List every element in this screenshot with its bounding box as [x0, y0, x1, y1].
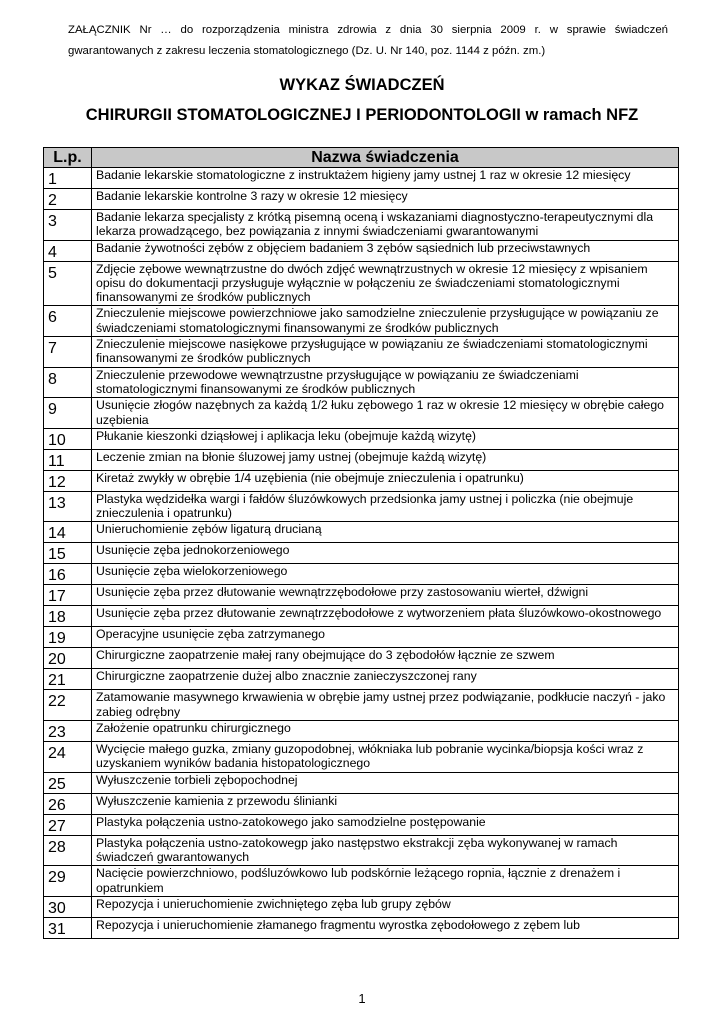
- service-name: Repozycja i unieruchomienie zwichniętego zęba lub grupy zębów: [92, 896, 679, 917]
- row-number: 16: [44, 564, 92, 585]
- row-number: 31: [44, 917, 92, 938]
- header-service-name: Nazwa świadczenia: [92, 148, 679, 168]
- header-note-line2: gwarantowanych z zakresu leczenia stomatologicznego (Dz. U. Nr 140, poz. 1144 z późn. zm.): [68, 45, 546, 57]
- table-row: [44, 814, 679, 835]
- row-number: 15: [44, 543, 92, 564]
- row-number: 2: [44, 189, 92, 210]
- row-number: 17: [44, 585, 92, 606]
- table-row: [44, 564, 679, 585]
- service-name: Usunięcie zęba przez dłutowanie zewnątrzzębodołowe z wytworzeniem płata śluzówkowo-okostnowego: [92, 606, 679, 627]
- row-number: 30: [44, 896, 92, 917]
- table-row: [44, 866, 679, 897]
- table-row: [44, 669, 679, 690]
- row-number: 10: [44, 428, 92, 449]
- service-name: Unieruchomienie zębów ligaturą drucianą: [92, 522, 679, 543]
- row-number: 22: [44, 690, 92, 721]
- service-name: Kiretaż zwykły w obrębie 1/4 uzębienia (nie obejmuje znieczulenia i opatrunku): [92, 470, 679, 491]
- service-name: Chirurgiczne zaopatrzenie małej rany obejmujące do 3 zębodołów łącznie ze szwem: [92, 648, 679, 669]
- service-name: Operacyjne usunięcie zęba zatrzymanego: [92, 627, 679, 648]
- service-name: Wyłuszczenie torbieli zębopochodnej: [92, 772, 679, 793]
- table-row: [44, 585, 679, 606]
- table-row: [44, 543, 679, 564]
- row-number: 6: [44, 306, 92, 337]
- table-row: [44, 648, 679, 669]
- table-row: [44, 491, 679, 522]
- row-number: 9: [44, 398, 92, 429]
- row-number: 5: [44, 261, 92, 306]
- service-name: Badanie lekarskie stomatologiczne z instruktażem higieny jamy ustnej 1 raz w okresie 12 miesięcy: [92, 168, 679, 189]
- service-name: Usunięcie zęba wielokorzeniowego: [92, 564, 679, 585]
- service-name: Usunięcie zęba przez dłutowanie wewnątrzzębodołowe przy zastosowaniu wierteł, dźwigni: [92, 585, 679, 606]
- service-name: Leczenie zmian na błonie śluzowej jamy ustnej (obejmuje każdą wizytę): [92, 449, 679, 470]
- service-name: Badanie lekarskie kontrolne 3 razy w okresie 12 miesięcy: [92, 189, 679, 210]
- row-number: 19: [44, 627, 92, 648]
- table-row: [44, 772, 679, 793]
- service-name: Zatamowanie masywnego krwawienia w obrębie jamy ustnej przez podwiązanie, podkłucie naczyń - jako zabieg odrębny: [92, 690, 679, 721]
- page-number: 1: [358, 991, 366, 1006]
- document-subtitle: CHIRURGII STOMATOLOGICZNEJ I PERIODONTOLOGII w ramach NFZ: [85, 106, 639, 124]
- row-number: 24: [44, 742, 92, 773]
- service-name: Chirurgiczne zaopatrzenie dużej albo znacznie zanieczyszczonej rany: [92, 669, 679, 690]
- table-row: [44, 367, 679, 398]
- service-name: Wyłuszczenie kamienia z przewodu ślinianki: [92, 793, 679, 814]
- row-number: 8: [44, 367, 92, 398]
- services-table: [43, 147, 679, 939]
- row-number: 7: [44, 337, 92, 368]
- row-number: 3: [44, 210, 92, 241]
- service-name: Plastyka wędzidełka wargi i fałdów śluzówkowych przedsionka jamy ustnej i policzka (nie obejmuje znieczulenia i opatrunku): [92, 491, 679, 522]
- table-row: [44, 606, 679, 627]
- header-note-line1: ZAŁĄCZNIK Nr … do rozporządzenia ministra zdrowia z dnia 30 sierpnia 2009 r. w sprawie świadczeń: [68, 24, 668, 36]
- table-row: [44, 470, 679, 491]
- service-name: Repozycja i unieruchomienie złamanego fragmentu wyrostka zębodołowego z zębem lub: [92, 917, 679, 938]
- table-row: [44, 210, 679, 241]
- row-number: 4: [44, 240, 92, 261]
- row-number: 28: [44, 835, 92, 866]
- row-number: 11: [44, 449, 92, 470]
- service-name: Zdjęcie zębowe wewnątrzustne do dwóch zdjęć wewnątrzustnych w okresie 12 miesięcy z wpisaniem opisu do dokumentacji przysługuje wyłącznie w połączeniu ze świadczeniami stomatologicznymi finansowanymi ze środków publicznych: [92, 261, 679, 306]
- service-name: Znieczulenie miejscowe nasiękowe przysługujące w powiązaniu ze świadczeniami stomatologicznymi finansowanymi ze środków publicznych: [92, 337, 679, 368]
- table-row: [44, 306, 679, 337]
- service-name: Usunięcie zęba jednokorzeniowego: [92, 543, 679, 564]
- header-lp: L.p.: [44, 148, 92, 168]
- table-row: [44, 240, 679, 261]
- table-row: [44, 168, 679, 189]
- service-name: Plastyka połączenia ustno-zatokowegp jako następstwo ekstrakcji zęba wykonywanej w ramach świadczeń gwarantowanych: [92, 835, 679, 866]
- table-row: [44, 428, 679, 449]
- row-number: 27: [44, 814, 92, 835]
- row-number: 12: [44, 470, 92, 491]
- table-row: [44, 721, 679, 742]
- table-row: [44, 690, 679, 721]
- row-number: 21: [44, 669, 92, 690]
- service-name: Znieczulenie przewodowe wewnątrzustne przysługujące w powiązaniu ze świadczeniami stomatologicznymi finansowanymi ze środków publicznych: [92, 367, 679, 398]
- row-number: 23: [44, 721, 92, 742]
- table-row: [44, 522, 679, 543]
- header-note: [68, 20, 668, 62]
- table-row: [44, 896, 679, 917]
- table-row: [44, 189, 679, 210]
- row-number: 20: [44, 648, 92, 669]
- row-number: 13: [44, 491, 92, 522]
- table-row: [44, 261, 679, 306]
- row-number: 26: [44, 793, 92, 814]
- service-name: Badanie lekarza specjalisty z krótką pisemną oceną i wskazaniami diagnostyczno-terapeutycznymi dla lekarza prowadzącego, bez powiązania z innymi świadczeniami gwarantowanymi: [92, 210, 679, 241]
- service-name: Badanie żywotności zębów z objęciem badaniem 3 zębów sąsiednich lub przeciwstawnych: [92, 240, 679, 261]
- row-number: 29: [44, 866, 92, 897]
- table-row: [44, 917, 679, 938]
- table-row: [44, 337, 679, 368]
- row-number: 14: [44, 522, 92, 543]
- row-number: 1: [44, 168, 92, 189]
- row-number: 18: [44, 606, 92, 627]
- table-row: [44, 835, 679, 866]
- table-row: [44, 398, 679, 429]
- service-name: Płukanie kieszonki dziąsłowej i aplikacja leku (obejmuje każdą wizytę): [92, 428, 679, 449]
- service-name: Nacięcie powierzchniowo, podśluzówkowo lub podskórnie leżącego ropnia, łącznie z drenażem i opatrunkiem: [92, 866, 679, 897]
- table-row: [44, 742, 679, 773]
- table-header-row: [44, 148, 679, 168]
- document-title: WYKAZ ŚWIADCZEŃ: [279, 76, 445, 94]
- row-number: 25: [44, 772, 92, 793]
- service-name: Usunięcie złogów nazębnych za każdą 1/2 łuku zębowego 1 raz w okresie 12 miesięcy w obrębie całego uzębienia: [92, 398, 679, 429]
- table-row: [44, 449, 679, 470]
- table-row: [44, 793, 679, 814]
- service-name: Znieczulenie miejscowe powierzchniowe jako samodzielne znieczulenie przysługujące w powiązaniu ze świadczeniami stomatologicznymi finansowanymi ze środków publicznych: [92, 306, 679, 337]
- service-name: Wycięcie małego guzka, zmiany guzopodobnej, włókniaka lub pobranie wycinka/biopsja kości wraz z uzyskaniem wyników badania histopatologicznego: [92, 742, 679, 773]
- service-name: Założenie opatrunku chirurgicznego: [92, 721, 679, 742]
- table-row: [44, 627, 679, 648]
- service-name: Plastyka połączenia ustno-zatokowego jako samodzielne postępowanie: [92, 814, 679, 835]
